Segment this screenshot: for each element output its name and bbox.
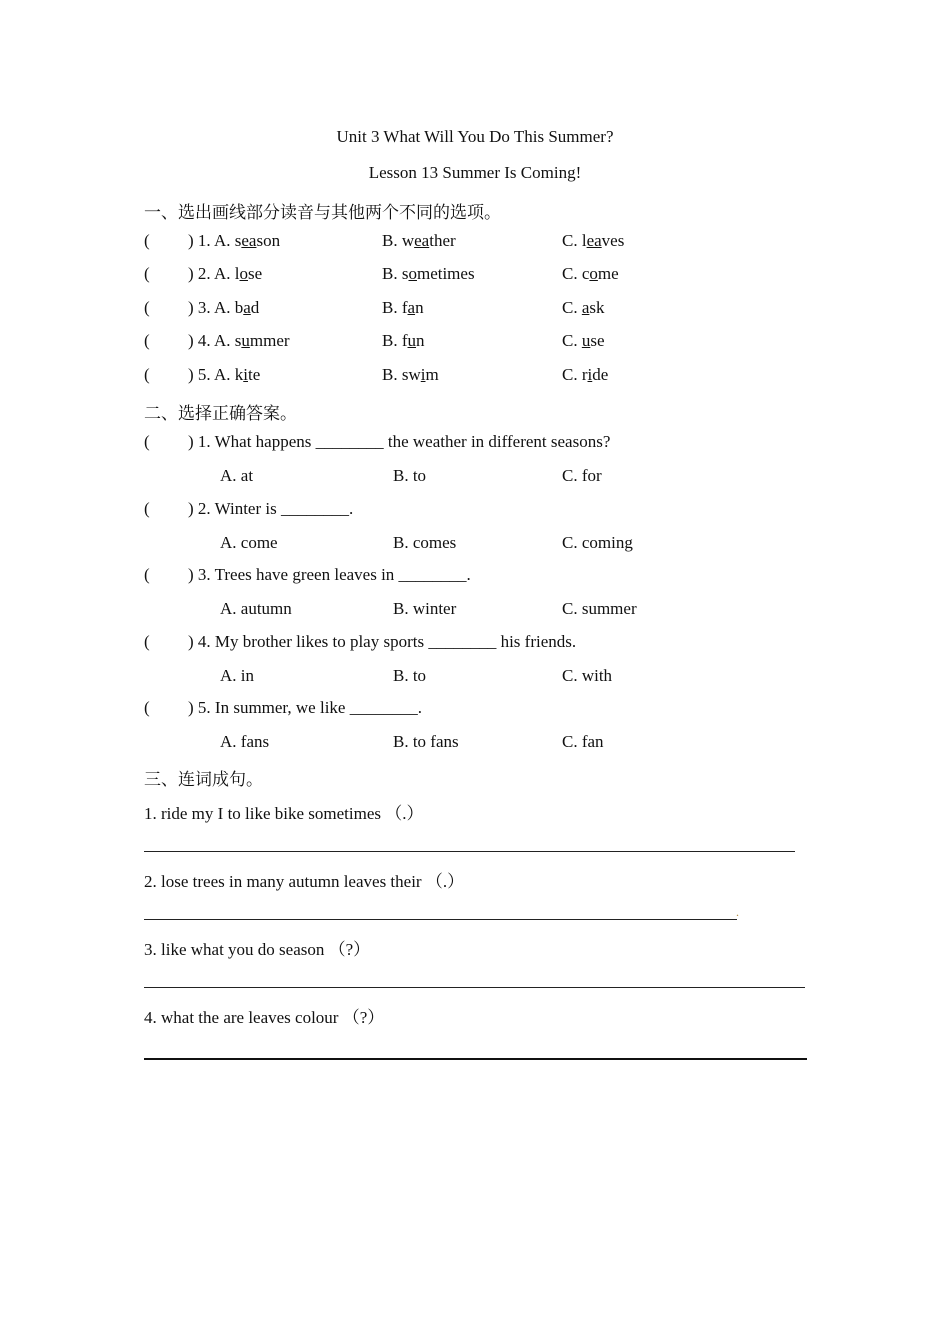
option-b: B. comes (393, 533, 457, 552)
option-b-word-post: n (416, 331, 425, 350)
option-c-word (582, 264, 619, 283)
stray-mark: . (736, 905, 739, 919)
option-b-label: B. (382, 298, 402, 317)
unit-title: Unit 3 What Will You Do This Summer? (336, 127, 614, 146)
question-text: ) 2. Winter is ________. (188, 499, 354, 518)
option-b-word (402, 264, 475, 283)
lesson-title: Lesson 13 Summer Is Coming! (368, 163, 582, 182)
option-b (382, 231, 456, 251)
option-b-label: B. (382, 331, 402, 350)
option-a-word-underlined: a (243, 298, 251, 317)
scramble-prompt-2: 2. lose trees in many autumn leaves their （.） (144, 872, 465, 891)
option-c-word-post: sk (589, 298, 605, 317)
option-a-word-pre: l (234, 264, 240, 283)
option-b-word (402, 298, 424, 317)
option-a-word-pre: s (234, 231, 242, 250)
answer-bracket: ( (144, 499, 150, 518)
answer-bracket: ( (144, 632, 150, 651)
answer-line-1[interactable] (144, 851, 795, 852)
question-number (188, 231, 280, 251)
option-c: C. coming (562, 533, 633, 552)
option-c-word-pre: r (581, 365, 588, 384)
option-c-word-post: ves (601, 231, 625, 250)
option-a-word-underlined: i (243, 365, 248, 384)
option-c-label: C. (562, 365, 582, 384)
option-a-word-post: mmer (249, 331, 290, 350)
option-b-word-underlined: a (407, 298, 416, 317)
option-c-word-pre: c (581, 264, 590, 283)
option-a: A. come (220, 533, 278, 552)
option-b-label: B. (382, 264, 402, 283)
question-text: ) 3. Trees have green leaves in ________. (188, 565, 471, 584)
option-c-word-underlined: i (587, 365, 593, 384)
question-label: ) 5. A. (188, 365, 235, 384)
option-a: A. autumn (220, 599, 292, 618)
option-c-word (582, 231, 625, 250)
option-c-word-post: se (590, 331, 605, 350)
option-a-word (235, 365, 261, 384)
answer-line-3[interactable] (144, 987, 805, 988)
option-a-word-underlined: o (239, 264, 248, 283)
section-2-heading: 二、选择正确答案。 (144, 404, 297, 423)
option-b-label: B. (382, 231, 402, 250)
option-c-word-pre: l (581, 231, 587, 250)
option-a: A. fans (220, 732, 270, 751)
option-b-word-post: m (425, 365, 439, 384)
question-text: ) 4. My brother likes to play sports ________ his friends. (188, 632, 577, 651)
option-b (382, 298, 424, 318)
question-number (188, 365, 260, 385)
question-text: ) 1. What happens ________ the weather in different seasons? (188, 432, 611, 451)
option-a-word-pre: k (234, 365, 244, 384)
option-c-label: C. (562, 331, 582, 350)
option-b: B. to (393, 666, 427, 685)
option-b-word-underlined: i (420, 365, 426, 384)
option-c: C. summer (562, 599, 637, 618)
question-number (188, 331, 290, 351)
option-c (562, 331, 605, 351)
option-c-word (582, 331, 605, 350)
answer-line-4[interactable] (144, 1058, 807, 1060)
option-b-label: B. (382, 365, 402, 384)
option-a-word (235, 331, 290, 350)
answer-bracket: ( (144, 432, 150, 451)
answer-bracket: ( (144, 231, 150, 250)
answer-bracket: ( (144, 298, 150, 317)
option-c-word-post: de (592, 365, 609, 384)
question-label: ) 1. A. (188, 231, 235, 250)
option-c-word-underlined: ea (586, 231, 602, 250)
option-c-word-underlined: a (581, 298, 590, 317)
option-a-word-underlined: ea (241, 231, 257, 250)
option-b-word (402, 231, 456, 250)
option-a-word-post: son (256, 231, 281, 250)
answer-bracket: ( (144, 365, 150, 384)
option-b (382, 331, 425, 351)
option-b-word-pre: s (401, 264, 409, 283)
option-c (562, 264, 619, 284)
option-a-word-post: se (247, 264, 263, 283)
option-a-word (235, 231, 280, 250)
question-text: ) 5. In summer, we like ________. (188, 698, 422, 717)
option-c-label: C. (562, 231, 582, 250)
option-c (562, 365, 608, 385)
option-b-word (402, 331, 425, 350)
option-a-word-post: d (250, 298, 260, 317)
option-b-word-underlined: ea (414, 231, 430, 250)
option-b-word-pre: f (401, 331, 408, 350)
option-a-word (235, 298, 260, 317)
option-b-word-pre: w (401, 231, 415, 250)
option-c: C. for (562, 466, 602, 485)
option-b-word (402, 365, 439, 384)
option-b-word-pre: sw (401, 365, 421, 384)
answer-bracket: ( (144, 331, 150, 350)
option-c-word-underlined: u (581, 331, 591, 350)
option-c (562, 298, 605, 318)
option-b: B. winter (393, 599, 457, 618)
option-b-word-underlined: o (408, 264, 417, 283)
option-c (562, 231, 624, 251)
answer-line-2[interactable] (144, 919, 737, 920)
option-c-word (582, 298, 605, 317)
answer-bracket: ( (144, 698, 150, 717)
option-b: B. to (393, 466, 427, 485)
option-a-word-pre: b (234, 298, 244, 317)
answer-bracket: ( (144, 264, 150, 283)
answer-bracket: ( (144, 565, 150, 584)
question-label: ) 4. A. (188, 331, 235, 350)
section-3-heading: 三、连词成句。 (144, 770, 263, 789)
option-b (382, 365, 439, 385)
option-c-label: C. (562, 264, 582, 283)
option-c: C. fan (562, 732, 604, 751)
option-c-word-underlined: o (589, 264, 598, 283)
option-c-label: C. (562, 298, 582, 317)
option-b-word-pre: f (401, 298, 408, 317)
option-a: A. at (220, 466, 254, 485)
option-c-word (582, 365, 608, 384)
scramble-prompt-3: 3. like what you do season （?） (144, 940, 371, 959)
option-a-word-underlined: u (241, 331, 250, 350)
question-label: ) 2. A. (188, 264, 235, 283)
option-c: C. with (562, 666, 613, 685)
option-a-word-post: te (247, 365, 261, 384)
option-b (382, 264, 475, 284)
question-number (188, 298, 259, 318)
section-1-heading: 一、选出画线部分读音与其他两个不同的选项。 (144, 203, 501, 222)
scramble-prompt-1: 1. ride my I to like bike sometimes （.） (144, 804, 424, 823)
option-a: A. in (220, 666, 254, 685)
option-b-word-post: ther (429, 231, 456, 250)
option-b: B. to fans (393, 732, 459, 751)
option-b-word-post: metimes (416, 264, 475, 283)
scramble-prompt-4: 4. what the are leaves colour （?） (144, 1008, 385, 1027)
option-b-word-post: n (415, 298, 424, 317)
question-number (188, 264, 262, 284)
option-b-word-underlined: u (407, 331, 417, 350)
option-c-word-post: me (597, 264, 619, 283)
option-a-word-pre: s (234, 331, 242, 350)
option-a-word (235, 264, 262, 283)
question-label: ) 3. A. (188, 298, 235, 317)
